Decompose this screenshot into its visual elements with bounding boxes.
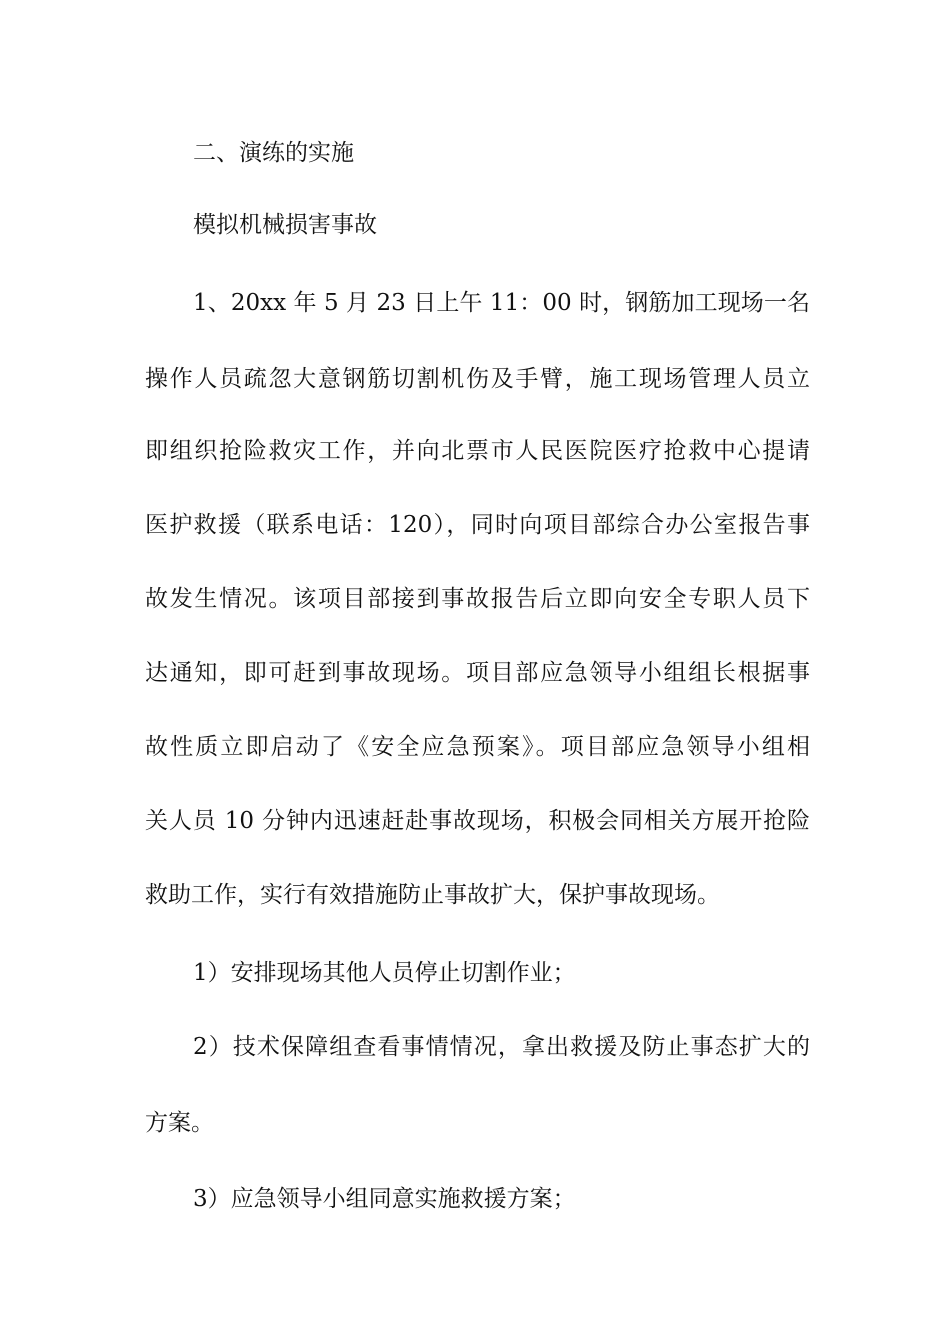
list-item-3: 3）应急领导小组同意实施救援方案； [193,1186,576,1212]
paragraph-line: 达通知，即可赶到事故现场。项目部应急领导小组组长根据事 [145,660,810,686]
list-item-2-line: 方案。 [145,1110,214,1136]
paragraph-line: 即组织抢险救灾工作，并向北票市人民医院医疗抢救中心提请 [145,438,810,464]
paragraph-line: 故发生情况。该项目部接到事故报告后立即向安全专职人员下 [145,586,810,612]
subheading: 模拟机械损害事故 [193,212,377,238]
paragraph-line: 关人员 10 分钟内迅速赶赴事故现场，积极会同相关方展开抢险 [145,808,810,834]
paragraph-line: 1、20xx 年 5 月 23 日上午 11：00 时，钢筋加工现场一名 [193,290,810,316]
list-item-1: 1）安排现场其他人员停止切割作业； [193,960,576,986]
paragraph-line: 操作人员疏忽大意钢筋切割机伤及手臂，施工现场管理人员立 [145,366,810,392]
list-item-2-line: 2）技术保障组查看事情情况，拿出救援及防止事态扩大的 [193,1034,810,1060]
section-heading: 二、演练的实施 [193,140,354,166]
paragraph-line: 救助工作，实行有效措施防止事故扩大，保护事故现场。 [145,882,720,908]
paragraph-line: 故性质立即启动了《安全应急预案》。项目部应急领导小组相 [145,734,810,760]
paragraph-line: 医护救援（联系电话：120），同时向项目部综合办公室报告事 [145,512,810,538]
